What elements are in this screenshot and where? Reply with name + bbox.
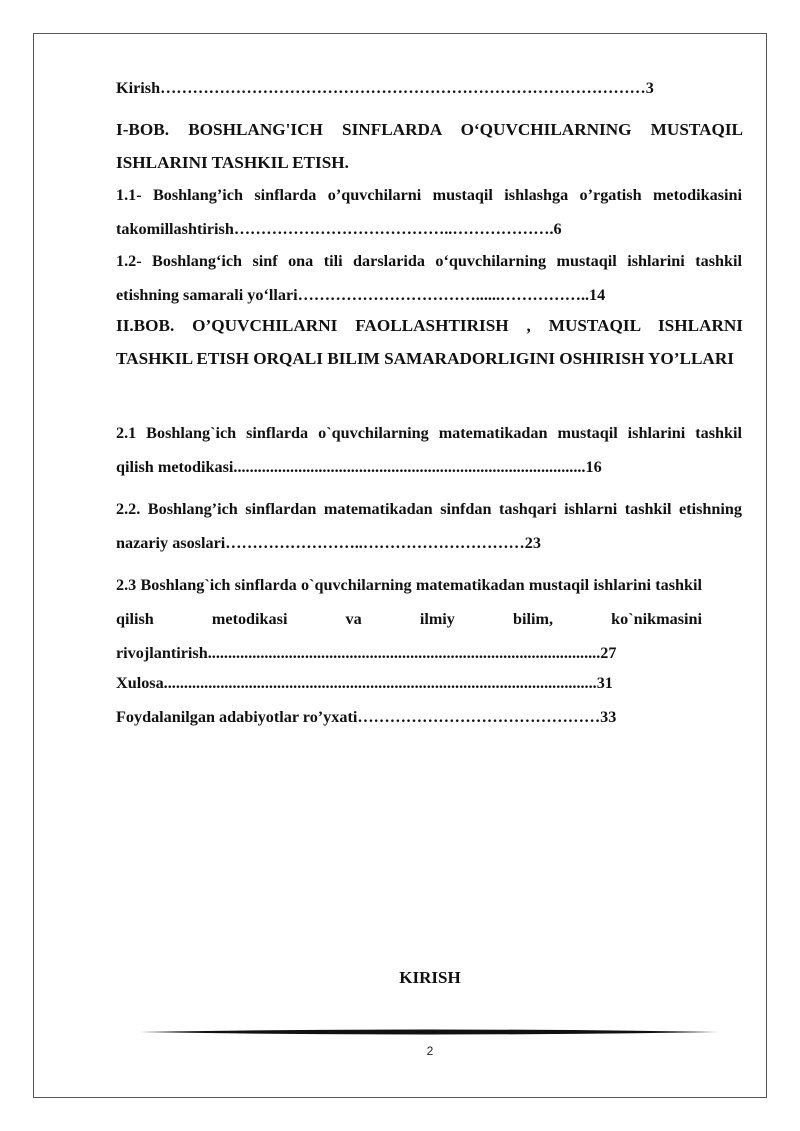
section-title: KIRISH bbox=[399, 968, 461, 987]
toc-entry-adabiyotlar[interactable]: Foydalanilgan adabiyotlar ro’yxati………………………………………33 bbox=[116, 708, 617, 726]
footer-rule bbox=[140, 1026, 718, 1038]
toc-entry-2-3[interactable]: 2.3 Boshlang`ich sinflarda o`quvchilarning matematikadan mustaqil ishlarini tashkil qilish metodikasi va ilmiy bilim, ko`nikmasini rivojlantirish.................................................................................................27 bbox=[116, 576, 702, 662]
toc-entry-2-2[interactable]: 2.2. Boshlang’ich sinflardan matematikadan sinfdan tashqari ishlarni tashkil etishning nazariy asoslari……………………..…………………………23 bbox=[116, 500, 742, 552]
toc-entry-2-1[interactable]: 2.1 Boshlang`ich sinflarda o`quvchilarning matematikadan mustaqil ishlarini tashkil qilish metodikasi.......................................................................................16 bbox=[116, 424, 742, 476]
toc-chapter-2-heading[interactable]: II.BOB. O’QUVCHILARNI FAOLLASHTIRISH , MUSTAQIL ISHLARNI TASHKIL ETISH ORQALI BILIM SAMARADORLIGINI OSHIRISH YO’LLARI bbox=[116, 316, 743, 368]
toc-entry-1-2[interactable]: 1.2- Boshlang‘ich sinf ona tili darslarida o‘quvchilarning mustaqil ishlarini tashkil etishning samarali yo‘llari……………………………......……………..14 bbox=[116, 252, 742, 304]
toc-entry-xulosa[interactable]: Xulosa...........................................................................................................31 bbox=[116, 674, 613, 692]
toc-entry-1-1[interactable]: 1.1- Boshlang’ich sinflarda o’quvchilarni mustaqil ishlashga o’rgatish metodikasini takomillashtirish…………………………………..……………….6 bbox=[116, 186, 742, 238]
toc-entry-kirish[interactable]: Kirish………………………………………………………………………………3 bbox=[116, 79, 654, 97]
toc-chapter-1-heading[interactable]: I-BOB. BOSHLANG'ICH SINFLARDA O‘QUVCHILARNING MUSTAQIL ISHLARINI TASHKIL ETISH. bbox=[116, 120, 743, 172]
page-number: 2 bbox=[426, 1044, 434, 1058]
